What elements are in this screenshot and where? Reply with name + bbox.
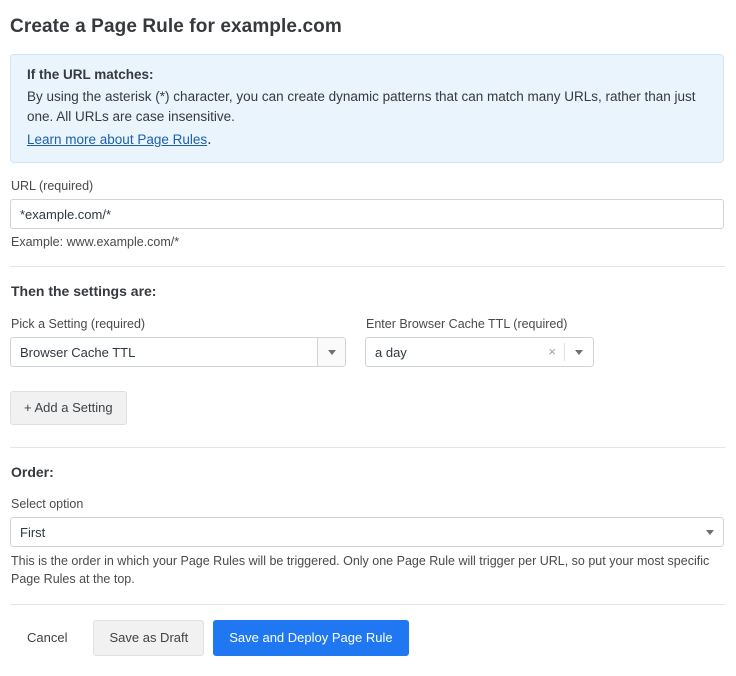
- pick-setting-dropdown-button[interactable]: [317, 338, 345, 366]
- url-field-label: URL (required): [11, 179, 94, 193]
- order-select-dropdown-button[interactable]: [697, 530, 723, 535]
- browser-cache-ttl-dropdown-button[interactable]: [565, 350, 593, 355]
- divider-after-url: [10, 266, 725, 267]
- settings-row: [10, 317, 727, 367]
- order-section-title: Order:: [11, 464, 54, 480]
- clear-icon[interactable]: ×: [548, 344, 556, 359]
- order-select-label: Select option: [11, 497, 84, 511]
- setting-column: [10, 317, 365, 367]
- order-select-value: First: [20, 524, 46, 540]
- browser-cache-ttl-value: a day: [375, 344, 407, 360]
- url-field-hint: Example: www.example.com/*: [11, 235, 180, 249]
- divider-after-settings: [10, 447, 725, 448]
- page-title: Create a Page Rule for example.com: [10, 16, 342, 37]
- url-match-callout: [10, 54, 724, 163]
- chevron-down-icon: [328, 350, 336, 355]
- pick-setting-select[interactable]: [10, 337, 346, 367]
- cancel-button[interactable]: Cancel: [10, 620, 84, 656]
- add-setting-button[interactable]: + Add a Setting: [10, 391, 127, 425]
- browser-cache-ttl-select[interactable]: [365, 337, 594, 367]
- form-actions: [10, 620, 727, 656]
- url-input[interactable]: [10, 199, 724, 229]
- callout-title: If the URL matches:: [27, 67, 154, 82]
- order-help-text: This is the order in which your Page Rules will be triggered. Only one Page Rule will trigger per URL, so put your most specific Page Rules at the top.: [11, 554, 710, 586]
- chevron-down-icon: [575, 350, 583, 355]
- learn-more-page-rules-link[interactable]: Learn more about Page Rules: [27, 132, 208, 147]
- browser-cache-ttl-label: Enter Browser Cache TTL (required): [366, 317, 568, 331]
- ttl-column: [365, 317, 705, 367]
- pick-setting-value: Browser Cache TTL: [20, 344, 136, 360]
- save-and-deploy-button[interactable]: Save and Deploy Page Rule: [213, 620, 408, 656]
- callout-link-period: .: [207, 131, 212, 148]
- pick-setting-label: Pick a Setting (required): [11, 317, 146, 331]
- settings-section-title: Then the settings are:: [11, 283, 157, 299]
- save-as-draft-button[interactable]: Save as Draft: [93, 620, 204, 656]
- order-select[interactable]: [10, 517, 724, 547]
- divider-before-actions: [10, 604, 725, 605]
- chevron-down-icon: [706, 530, 714, 535]
- callout-body: By using the asterisk (*) character, you can create dynamic patterns that can match many URLs, rather than just one. All URLs are case insensitive.: [27, 89, 696, 124]
